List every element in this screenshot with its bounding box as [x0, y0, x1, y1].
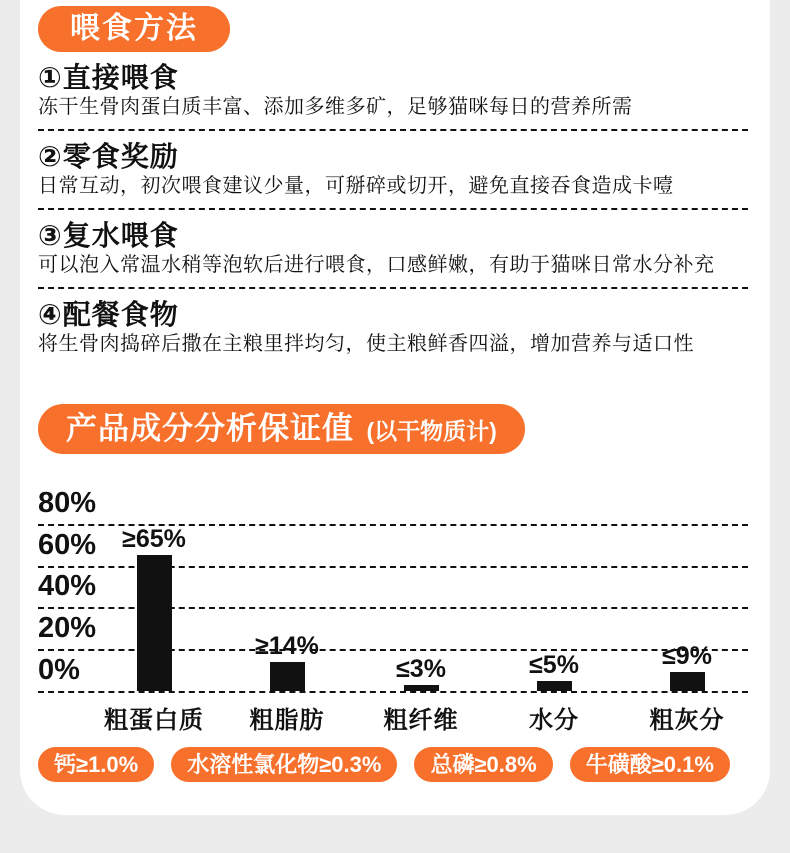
guaranteed-analysis-bar-chart [38, 486, 750, 736]
chloride-pill: 水溶性氯化物≥0.3% [171, 747, 397, 782]
card-content [20, 6, 770, 782]
feeding-method-badge: 喂食方法 [38, 6, 230, 52]
analysis-title-badge [38, 404, 525, 454]
bar-粗蛋白质 [137, 555, 172, 691]
step-1-title: ①直接喂食 [38, 62, 179, 93]
feeding-step-2 [38, 143, 750, 198]
product-detail-card [20, 0, 770, 815]
mineral-pills-row [38, 747, 750, 782]
dashed-divider [38, 208, 748, 210]
step-2-desc: 日常互动，初次喂食建议少量，可掰碎或切开，避免直接吞食造成卡噎 [38, 175, 674, 197]
bar-水分 [537, 681, 572, 691]
y-axis-tick-label: 40% [38, 570, 97, 603]
step-3-title: ③复水喂食 [38, 220, 179, 251]
step-1-desc: 冻干生骨肉蛋白质丰富、添加多维多矿，足够猫咪每日的营养所需 [38, 96, 633, 118]
bar-粗纤维 [404, 685, 439, 691]
bar-value-label: ≤5% [529, 651, 579, 679]
bar-粗灰分 [670, 672, 705, 691]
taurine-pill: 牛磺酸≥0.1% [570, 747, 730, 782]
bar-category-label: 粗蛋白质 [104, 707, 204, 734]
step-4-desc: 将生骨肉捣碎后撒在主粮里拌均匀，使主粮鲜香四溢，增加营养与适口性 [38, 333, 694, 355]
dashed-divider [38, 129, 748, 131]
step-2-title: ②零食奖励 [38, 141, 179, 172]
y-axis-tick-label: 60% [38, 528, 97, 561]
chart-gridline [38, 691, 748, 693]
feeding-step-1 [38, 64, 750, 119]
calcium-pill: 钙≥1.0% [38, 747, 154, 782]
analysis-title-note: (以干物质计) [366, 418, 497, 444]
bar-category-label: 水分 [529, 707, 579, 734]
phosphorus-pill: 总磷≥0.8% [414, 747, 552, 782]
feeding-step-3 [38, 222, 750, 277]
bar-value-label: ≤9% [662, 642, 712, 670]
bar-category-label: 粗灰分 [649, 707, 725, 734]
analysis-title-main: 产品成分分析保证值 [66, 411, 354, 446]
bar-粗脂肪 [270, 662, 305, 691]
bar-category-label: 粗纤维 [383, 707, 459, 734]
y-axis-tick-label: 80% [38, 486, 97, 519]
bar-value-label: ≥14% [255, 632, 319, 660]
bar-value-label: ≤3% [396, 655, 446, 683]
step-4-title: ④配餐食物 [38, 299, 179, 330]
step-3-desc: 可以泡入常温水稍等泡软后进行喂食，口感鲜嫩，有助于猫咪日常水分补充 [38, 254, 715, 276]
bar-category-label: 粗脂肪 [249, 707, 325, 734]
dashed-divider [38, 287, 748, 289]
y-axis-tick-label: 20% [38, 612, 97, 645]
bar-value-label: ≥65% [122, 525, 186, 553]
feeding-step-4 [38, 301, 750, 356]
y-axis-tick-label: 0% [38, 654, 80, 686]
